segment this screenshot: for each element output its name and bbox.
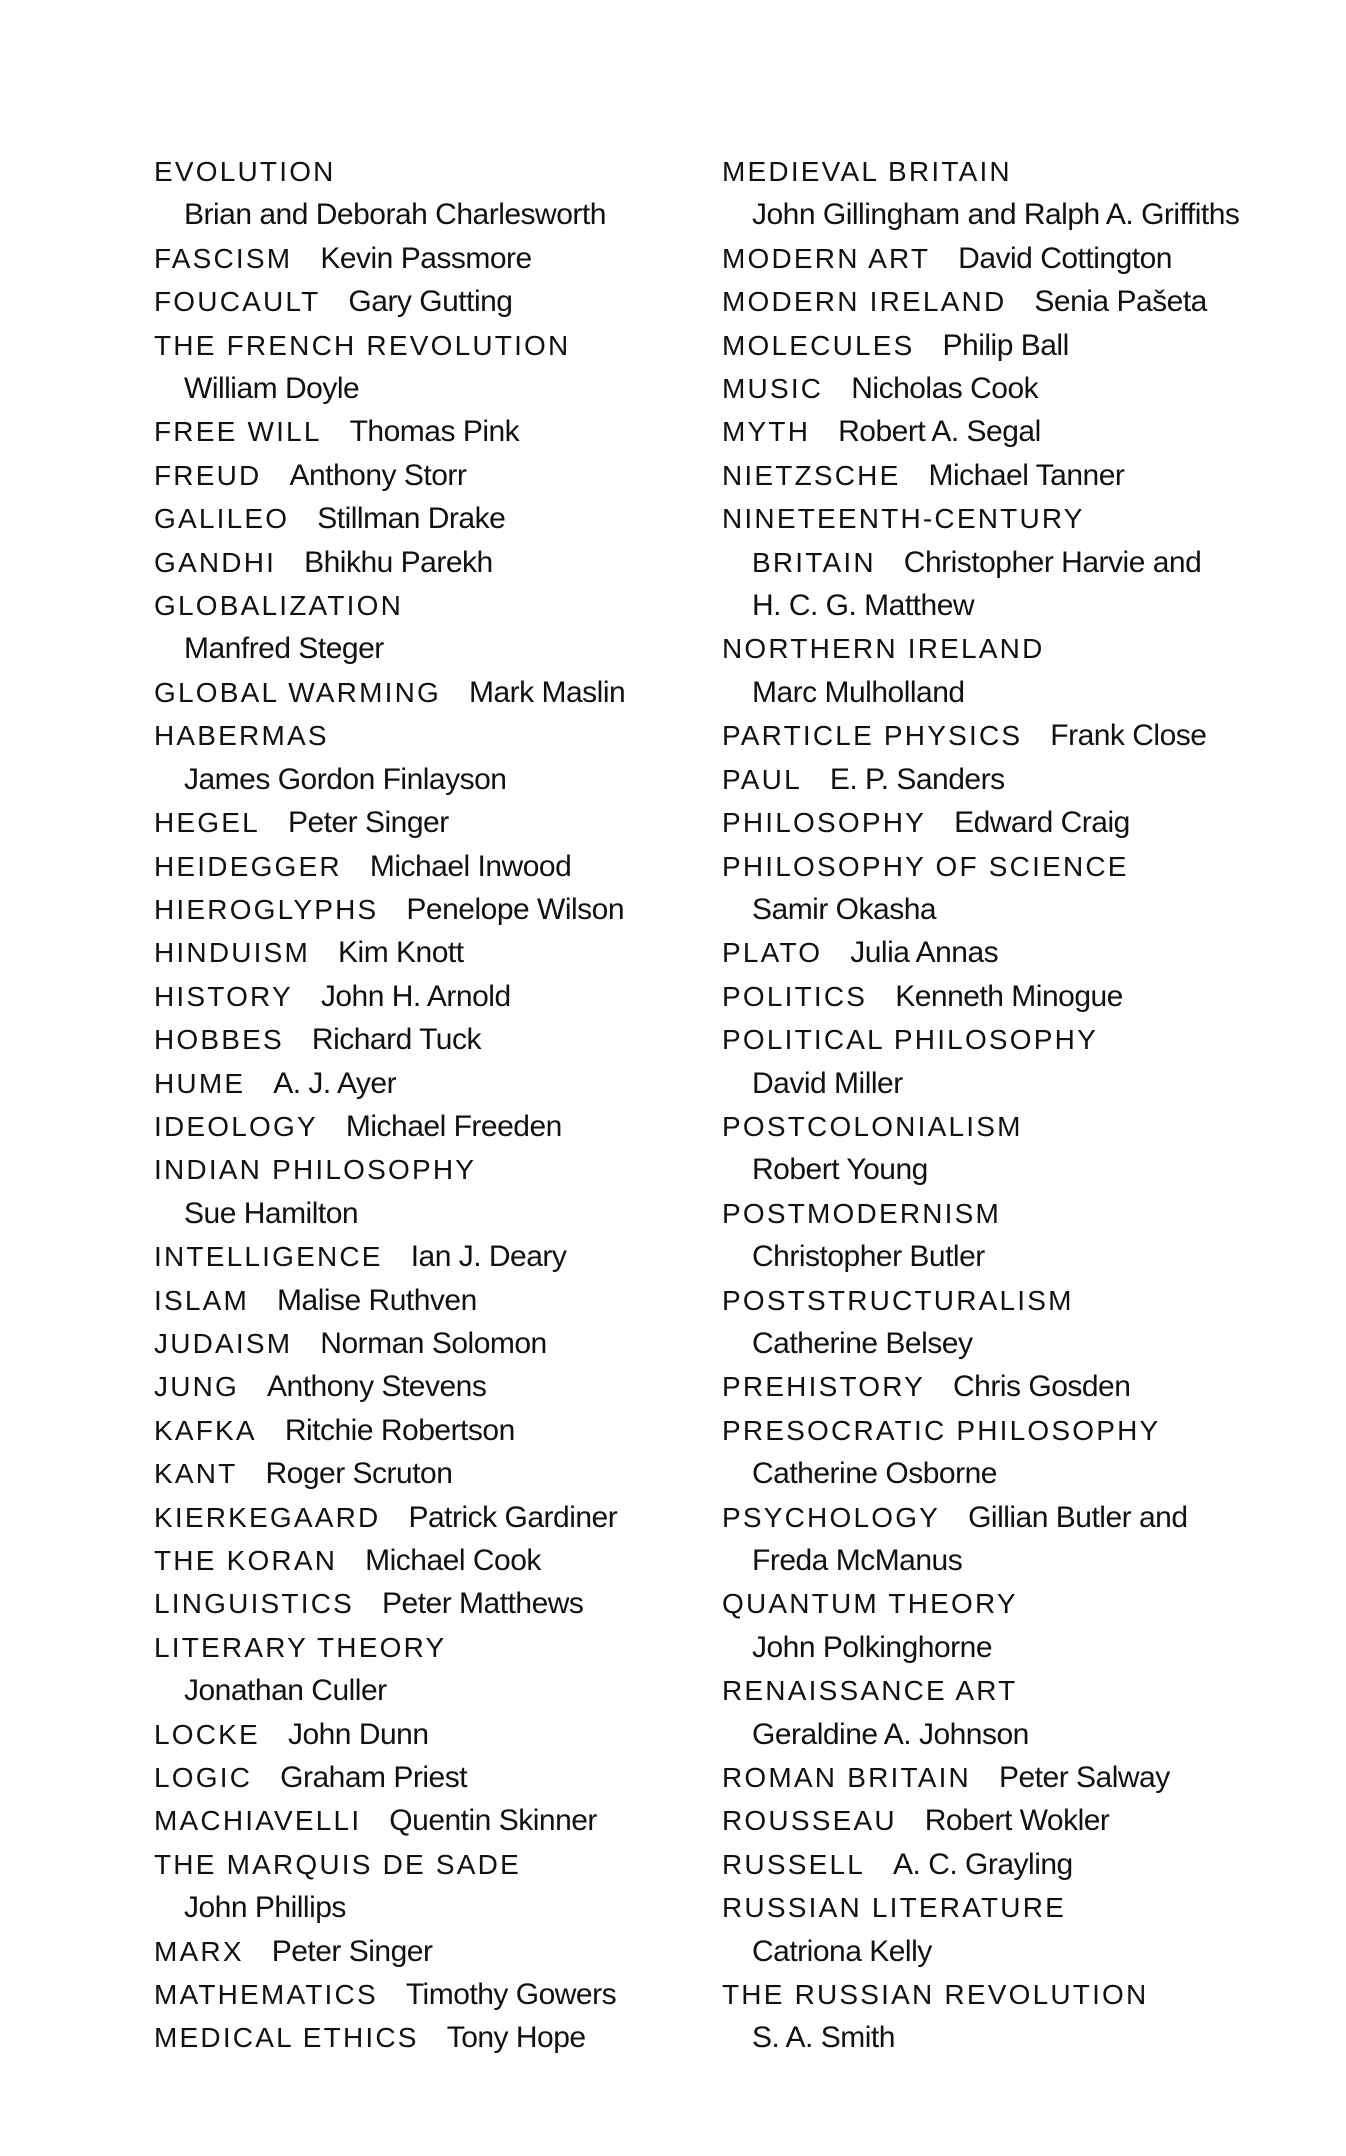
entry-line xyxy=(722,1799,1322,1842)
book-entry xyxy=(722,1365,1322,1408)
author-name: Manfred Steger xyxy=(184,632,384,666)
author-name: Philip Ball xyxy=(942,328,1069,362)
entry-line xyxy=(722,1235,1322,1278)
author-name: Roger Scruton xyxy=(265,1457,453,1491)
book-entry xyxy=(154,975,694,1018)
book-entry xyxy=(722,150,1322,237)
book-entry xyxy=(722,627,1322,714)
topic-title: PREHISTORY xyxy=(722,1371,926,1403)
entry-line xyxy=(154,1192,694,1235)
topic-title: RUSSELL xyxy=(722,1848,866,1880)
topic-title: HINDUISM xyxy=(154,937,311,969)
entry-line xyxy=(154,280,694,323)
book-entry xyxy=(154,714,694,801)
author-name: Sue Hamilton xyxy=(184,1196,359,1230)
entry-line xyxy=(722,454,1322,497)
topic-title: POLITICS xyxy=(722,980,868,1012)
author-name: John Polkinghorne xyxy=(752,1630,993,1664)
topic-title: POSTCOLONIALISM xyxy=(722,1110,1023,1142)
topic-title: LINGUISTICS xyxy=(154,1588,355,1620)
topic-title: PRESOCRATIC PHILOSOPHY xyxy=(722,1414,1161,1446)
book-entry xyxy=(722,1799,1322,1842)
book-entry xyxy=(154,150,694,237)
topic-title: ISLAM xyxy=(154,1284,250,1316)
topic-title: MARX xyxy=(154,1935,244,1967)
entry-line xyxy=(722,1886,1322,1929)
book-entry xyxy=(154,410,694,453)
author-name: Nicholas Cook xyxy=(851,372,1039,406)
book-entry xyxy=(154,845,694,888)
author-name: A. C. Grayling xyxy=(893,1847,1073,1881)
author-name: Timothy Gowers xyxy=(405,1978,617,2012)
topic-title: ROUSSEAU xyxy=(722,1805,897,1837)
author-name: Christopher Butler xyxy=(752,1240,985,1274)
entry-line xyxy=(722,237,1322,280)
book-entry xyxy=(722,1886,1322,1973)
topic-title: MYTH xyxy=(722,416,811,448)
entry-line xyxy=(722,1279,1322,1322)
author-name: John Phillips xyxy=(184,1891,346,1925)
author-name: Malise Ruthven xyxy=(277,1283,477,1317)
entry-line xyxy=(722,1930,1322,1973)
topic-title: MEDICAL ETHICS xyxy=(154,2022,419,2054)
author-name: Richard Tuck xyxy=(311,1023,481,1057)
author-name: Robert Young xyxy=(752,1153,928,1187)
book-entry xyxy=(722,714,1322,757)
book-entry xyxy=(154,1756,694,1799)
topic-title: PSYCHOLOGY xyxy=(722,1501,941,1533)
book-entry xyxy=(154,1843,694,1930)
author-name: Peter Singer xyxy=(287,806,449,840)
book-entry xyxy=(154,237,694,280)
topic-title: KANT xyxy=(154,1458,238,1490)
author-name: David Cottington xyxy=(958,241,1172,275)
author-name: Anthony Stevens xyxy=(267,1370,487,1404)
topic-title: HOBBES xyxy=(154,1024,284,1056)
book-entry xyxy=(154,1713,694,1756)
entry-line xyxy=(154,845,694,888)
book-entry xyxy=(154,454,694,497)
book-entry xyxy=(154,801,694,844)
book-entry xyxy=(154,1062,694,1105)
entry-line xyxy=(154,1062,694,1105)
entry-line xyxy=(722,150,1322,193)
topic-title: PARTICLE PHYSICS xyxy=(722,720,1023,752)
book-entry xyxy=(154,1973,694,2016)
topic-title: INTELLIGENCE xyxy=(154,1241,383,1273)
book-entry xyxy=(722,237,1322,280)
entry-line xyxy=(722,1018,1322,1061)
entry-line xyxy=(154,1452,694,1495)
topic-title: POSTMODERNISM xyxy=(722,1197,1002,1229)
topic-title: NORTHERN IRELAND xyxy=(722,633,1045,665)
entry-line xyxy=(722,324,1322,367)
topic-title-continued: BRITAIN xyxy=(752,546,876,578)
author-name: Gillian Butler and xyxy=(968,1500,1188,1534)
topic-title: FOUCAULT xyxy=(154,286,321,318)
entry-line xyxy=(722,280,1322,323)
book-entry xyxy=(154,931,694,974)
entry-line xyxy=(722,1756,1322,1799)
topic-title: GANDHI xyxy=(154,546,277,578)
entry-line xyxy=(154,758,694,801)
book-entry xyxy=(722,1192,1322,1279)
author-name: Edward Craig xyxy=(954,806,1130,840)
left-column xyxy=(154,150,694,2060)
entry-line xyxy=(154,714,694,757)
entry-line xyxy=(722,1626,1322,1669)
right-column xyxy=(722,150,1322,2060)
author-name: A. J. Ayer xyxy=(273,1066,397,1100)
topic-title: LOCKE xyxy=(154,1718,260,1750)
topic-title: NINETEENTH-CENTURY xyxy=(722,503,1085,535)
book-entry xyxy=(722,1669,1322,1756)
topic-title: MEDIEVAL BRITAIN xyxy=(722,156,1012,187)
author-name: Michael Inwood xyxy=(369,849,572,883)
entry-line xyxy=(154,1148,694,1191)
author-name: William Doyle xyxy=(184,372,360,406)
entry-line xyxy=(154,1279,694,1322)
topic-title: HISTORY xyxy=(154,980,293,1012)
entry-line xyxy=(154,1409,694,1452)
entry-line xyxy=(154,1930,694,1973)
topic-title: FASCISM xyxy=(154,242,293,274)
author-name: Gary Gutting xyxy=(348,285,513,319)
book-entry xyxy=(722,410,1322,453)
author-name: E. P. Sanders xyxy=(829,762,1005,796)
entry-line xyxy=(154,975,694,1018)
entry-line xyxy=(722,1365,1322,1408)
author-name: Kenneth Minogue xyxy=(895,979,1123,1013)
entry-line xyxy=(722,1409,1322,1452)
author-name: Mark Maslin xyxy=(468,675,626,709)
entry-line xyxy=(722,1452,1322,1495)
author-name: John Gillingham and Ralph A. Griffiths xyxy=(752,198,1240,232)
author-name-continued: H. C. G. Matthew xyxy=(752,589,975,623)
entry-line xyxy=(722,1713,1322,1756)
entry-line xyxy=(154,1365,694,1408)
author-name: Michael Tanner xyxy=(928,458,1125,492)
entry-line xyxy=(154,1799,694,1842)
topic-title: QUANTUM THEORY xyxy=(722,1588,1018,1620)
book-entry xyxy=(722,1279,1322,1366)
author-name: Catherine Osborne xyxy=(752,1457,997,1491)
entry-line xyxy=(722,1582,1322,1625)
topic-title: MATHEMATICS xyxy=(154,1979,378,2011)
entry-line xyxy=(722,541,1322,584)
entry-line xyxy=(154,1105,694,1148)
book-entry xyxy=(154,497,694,540)
entry-line xyxy=(154,237,694,280)
book-entry xyxy=(722,845,1322,932)
topic-title: IDEOLOGY xyxy=(154,1110,318,1142)
topic-title: EVOLUTION xyxy=(154,156,336,187)
entry-line xyxy=(154,1539,694,1582)
topic-title: KIERKEGAARD xyxy=(154,1501,381,1533)
entry-line xyxy=(154,2016,694,2059)
topic-title: POLITICAL PHILOSOPHY xyxy=(722,1024,1098,1056)
entry-line xyxy=(154,801,694,844)
entry-line xyxy=(154,1756,694,1799)
book-entry xyxy=(722,1756,1322,1799)
author-name: Samir Okasha xyxy=(752,892,937,926)
topic-title: MUSIC xyxy=(722,373,824,405)
book-entry xyxy=(722,1843,1322,1886)
topic-title: LITERARY THEORY xyxy=(154,1631,447,1663)
book-entry xyxy=(722,454,1322,497)
author-name: Penelope Wilson xyxy=(406,892,625,926)
topic-title: FREUD xyxy=(154,459,262,491)
book-entry xyxy=(154,324,694,411)
book-entry xyxy=(722,1496,1322,1583)
book-entry xyxy=(722,367,1322,410)
author-name: Catriona Kelly xyxy=(752,1934,932,1968)
entry-line xyxy=(154,541,694,584)
entry-line xyxy=(154,1018,694,1061)
entry-line xyxy=(722,1062,1322,1105)
author-name: Michael Cook xyxy=(365,1544,541,1577)
book-entry xyxy=(722,931,1322,974)
author-name: Frank Close xyxy=(1050,719,1207,753)
book-entry xyxy=(722,975,1322,1018)
book-entry xyxy=(154,2016,694,2059)
author-name: Anthony Storr xyxy=(289,458,467,492)
topic-title: GALILEO xyxy=(154,503,290,535)
book-entry xyxy=(154,1279,694,1322)
book-entry xyxy=(154,541,694,584)
entry-line xyxy=(154,671,694,714)
book-entry xyxy=(722,758,1322,801)
author-name: James Gordon Finlayson xyxy=(184,762,507,796)
author-name: Tony Hope xyxy=(446,2021,586,2055)
entry-line xyxy=(722,671,1322,714)
book-entry xyxy=(722,1105,1322,1192)
author-name: Brian and Deborah Charlesworth xyxy=(184,198,606,232)
entry-line xyxy=(154,150,694,193)
entry-line xyxy=(154,627,694,670)
topic-title: HEGEL xyxy=(154,807,260,839)
entry-line xyxy=(154,1582,694,1625)
topic-title: MOLECULES xyxy=(722,329,915,361)
topic-title: GLOBAL WARMING xyxy=(154,676,441,708)
entry-line xyxy=(722,1322,1322,1365)
topic-title: MODERN IRELAND xyxy=(722,286,1007,318)
author-name: Quentin Skinner xyxy=(389,1804,597,1838)
author-name: Peter Matthews xyxy=(382,1587,584,1621)
book-entry xyxy=(722,1973,1322,2060)
topic-title: FREE WILL xyxy=(154,416,322,448)
topic-title: PHILOSOPHY xyxy=(722,807,927,839)
book-entry xyxy=(154,1322,694,1365)
book-entry xyxy=(722,280,1322,323)
topic-title: NIETZSCHE xyxy=(722,459,901,491)
entry-line xyxy=(154,1235,694,1278)
entry-line xyxy=(154,888,694,931)
topic-title: THE KORAN xyxy=(154,1545,338,1576)
book-entry xyxy=(722,801,1322,844)
author-name: Norman Solomon xyxy=(320,1326,547,1360)
author-name-continued: Freda McManus xyxy=(752,1544,963,1577)
entry-line xyxy=(722,975,1322,1018)
topic-title: THE FRENCH REVOLUTION xyxy=(154,329,571,361)
topic-title: HEIDEGGER xyxy=(154,850,342,882)
topic-title: MACHIAVELLI xyxy=(154,1805,362,1837)
topic-title: JUNG xyxy=(154,1371,240,1403)
entry-line xyxy=(722,367,1322,410)
topic-title: INDIAN PHILOSOPHY xyxy=(154,1154,477,1186)
author-name: Peter Salway xyxy=(998,1761,1170,1795)
entry-line xyxy=(154,497,694,540)
entry-line xyxy=(154,1886,694,1929)
entry-line xyxy=(722,1105,1322,1148)
author-name: Graham Priest xyxy=(280,1761,468,1795)
book-entry xyxy=(154,1626,694,1713)
author-name: Jonathan Culler xyxy=(184,1674,387,1708)
entry-line xyxy=(722,931,1322,974)
entry-line xyxy=(154,454,694,497)
author-name: Senia Pašeta xyxy=(1034,285,1207,319)
book-entry xyxy=(154,1409,694,1452)
topic-title: PLATO xyxy=(722,937,823,969)
entry-line xyxy=(722,1973,1322,2016)
entry-line xyxy=(722,2016,1322,2059)
topic-title: LOGIC xyxy=(154,1762,253,1794)
entry-line xyxy=(722,758,1322,801)
topic-title: HUME xyxy=(154,1067,246,1099)
book-entry xyxy=(154,1582,694,1625)
author-name: S. A. Smith xyxy=(752,2021,895,2055)
topic-title: ROMAN BRITAIN xyxy=(722,1762,971,1794)
book-entry xyxy=(154,1018,694,1061)
book-entry xyxy=(154,280,694,323)
entry-line xyxy=(154,1496,694,1539)
topic-title: PAUL xyxy=(722,763,802,795)
topic-title: THE RUSSIAN REVOLUTION xyxy=(722,1979,1149,2011)
entry-line xyxy=(722,1669,1322,1712)
book-entry xyxy=(154,1496,694,1539)
author-name: Kevin Passmore xyxy=(320,241,532,275)
author-name: David Miller xyxy=(752,1066,903,1100)
book-entry xyxy=(154,888,694,931)
book-entry xyxy=(154,1365,694,1408)
author-name: Ian J. Deary xyxy=(410,1240,567,1274)
entry-line xyxy=(722,888,1322,931)
topic-title: GLOBALIZATION xyxy=(154,590,404,622)
entry-line xyxy=(154,931,694,974)
entry-line xyxy=(154,324,694,367)
author-name: John Dunn xyxy=(287,1717,429,1751)
topic-title: KAFKA xyxy=(154,1414,257,1446)
book-entry xyxy=(154,671,694,714)
book-entry xyxy=(722,1409,1322,1496)
book-entry xyxy=(722,1582,1322,1669)
author-name: Marc Mulholland xyxy=(752,675,965,709)
entry-line xyxy=(722,1496,1322,1539)
topic-title: MODERN ART xyxy=(722,242,931,274)
entry-line xyxy=(154,1843,694,1886)
book-entry xyxy=(722,1018,1322,1105)
entry-line xyxy=(722,1539,1322,1582)
entry-line xyxy=(154,1669,694,1712)
entry-line xyxy=(722,845,1322,888)
entry-line xyxy=(722,497,1322,540)
author-name: Geraldine A. Johnson xyxy=(752,1717,1029,1751)
book-entry xyxy=(154,1105,694,1148)
entry-line xyxy=(154,1713,694,1756)
book-entry xyxy=(722,497,1322,627)
author-name: Kim Knott xyxy=(338,936,464,970)
book-entry xyxy=(154,584,694,671)
entry-line xyxy=(154,410,694,453)
author-name: Peter Singer xyxy=(271,1934,433,1968)
book-entry xyxy=(154,1930,694,1973)
entry-line xyxy=(722,1843,1322,1886)
entry-line xyxy=(154,367,694,410)
entry-line xyxy=(154,1626,694,1669)
book-entry xyxy=(154,1235,694,1278)
book-entry xyxy=(154,1148,694,1235)
topic-title: PHILOSOPHY OF SCIENCE xyxy=(722,850,1129,882)
author-name: Robert Wokler xyxy=(924,1804,1110,1838)
entry-line xyxy=(154,1973,694,2016)
author-name: Chris Gosden xyxy=(953,1370,1131,1404)
topic-title: RUSSIAN LITERATURE xyxy=(722,1892,1067,1924)
topic-title: JUDAISM xyxy=(154,1327,293,1359)
entry-line xyxy=(722,410,1322,453)
author-name: Patrick Gardiner xyxy=(408,1500,618,1534)
entry-line xyxy=(722,801,1322,844)
entry-line xyxy=(722,1192,1322,1235)
book-entry xyxy=(722,324,1322,367)
author-name: Christopher Harvie and xyxy=(903,545,1202,579)
book-entry xyxy=(154,1799,694,1842)
book-entry xyxy=(154,1539,694,1582)
entry-line xyxy=(722,627,1322,670)
topic-title: RENAISSANCE ART xyxy=(722,1675,1018,1707)
entry-line xyxy=(722,193,1322,236)
author-name: Ritchie Robertson xyxy=(284,1413,515,1447)
entry-line xyxy=(154,1322,694,1365)
author-name: Michael Freeden xyxy=(345,1109,562,1143)
entry-line xyxy=(154,584,694,627)
author-name: Catherine Belsey xyxy=(752,1326,973,1360)
author-name: John H. Arnold xyxy=(320,979,511,1013)
author-name: Stillman Drake xyxy=(317,502,506,536)
author-name: Julia Annas xyxy=(850,936,999,970)
topic-title: HIEROGLYPHS xyxy=(154,893,379,925)
author-name: Bhikhu Parekh xyxy=(304,545,493,579)
entry-line xyxy=(722,714,1322,757)
author-name: Robert A. Segal xyxy=(838,415,1041,449)
author-name: Thomas Pink xyxy=(349,415,520,449)
topic-title: THE MARQUIS DE SADE xyxy=(154,1848,521,1880)
book-entry xyxy=(154,1452,694,1495)
topic-title: HABERMAS xyxy=(154,720,329,752)
topic-title: POSTSTRUCTURALISM xyxy=(722,1284,1074,1316)
entry-line xyxy=(154,193,694,236)
entry-line xyxy=(722,584,1322,627)
entry-line xyxy=(722,1148,1322,1191)
